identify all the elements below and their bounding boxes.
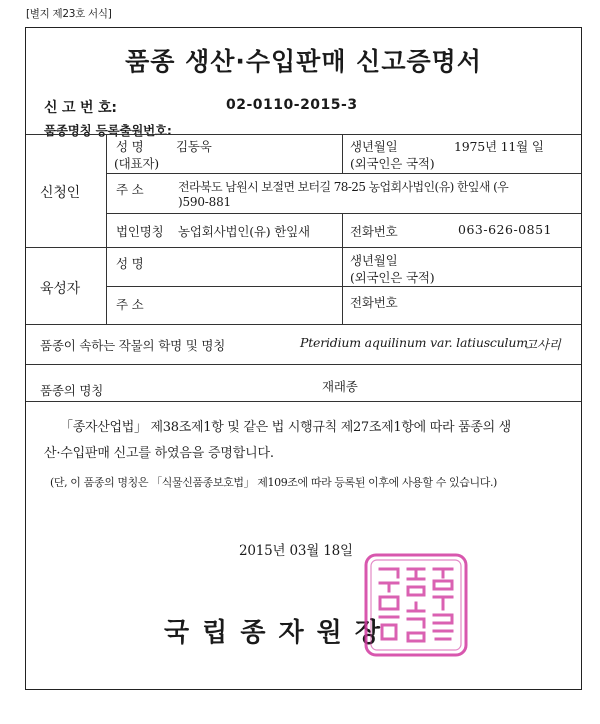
certificate-title: 품종 생산·수입판매 신고증명서 [125,47,482,76]
breeder-phone-label: 전화번호 [350,295,398,310]
row-divider [26,324,581,325]
breeder-section-label: 육성자 [40,281,80,297]
report-number-value: 02-0110-2015-3 [226,97,358,113]
row-divider [106,286,581,287]
crop-scientific-name: Pteridium aquilinum var. latiusculum [300,335,528,350]
applicant-corp-value: 농업회사법인(유) 한잎새 [178,224,310,239]
applicant-address-label: 주 소 [116,182,144,197]
applicant-name-label: 성 명 [116,139,144,154]
breeder-birth-sublabel: (외국인은 국적) [350,270,435,285]
crop-common-name: 고사리 [525,337,561,352]
form-number-label: [별지 제23호 서식] [26,8,112,20]
applicant-address-line2: )590-881 [178,195,231,209]
applicant-birth-label: 생년월일 [350,139,398,154]
applicant-phone-value: 063-626-0851 [458,222,552,237]
applicant-corp-label: 법인명칭 [116,224,164,239]
row-divider [26,401,581,402]
breeder-name-label: 성 명 [116,256,144,271]
breeder-birth-label: 생년월일 [350,253,398,268]
issuer-name: 국 립 종 자 원 장 [164,618,382,648]
variety-registration-label: 품종명칭 등록출원번호: [44,123,172,138]
statement-line1: 「종자산업법」 제38조제1항 및 같은 법 시행규칙 제27조제1항에 따라 품종의 생 [60,420,511,435]
issue-date: 2015년 03월 18일 [239,543,353,559]
certificate-frame [25,27,582,690]
applicant-birth-sublabel: (외국인은 국적) [350,156,435,171]
column-divider [342,213,343,247]
statement-line2: 산·수입판매 신고를 하였음을 증명합니다. [44,446,274,461]
applicant-section-label: 신청인 [40,185,80,201]
column-divider [106,134,107,324]
applicant-address-line1: 전라북도 남원시 보절면 보터길 78-25 농업회사법인(유) 한잎새 (우 [178,180,509,194]
report-number-label: 신 고 번 호: [44,100,117,116]
applicant-name-value: 김동욱 [176,139,212,154]
row-divider [106,173,581,174]
statement-note: (단, 이 품종의 명칭은 「식물신품종보호법」 제109조에 따라 등록된 이후에 사용할 수 있습니다.) [50,476,497,489]
row-divider [26,134,581,135]
row-divider [106,213,581,214]
column-divider [342,134,343,173]
column-divider [342,247,343,324]
official-seal-icon [364,553,468,657]
breeder-address-label: 주 소 [116,297,144,312]
applicant-birth-value: 1975년 11월 일 [454,139,544,154]
applicant-phone-label: 전화번호 [350,224,398,239]
variety-name-label: 품종의 명칭 [40,383,104,398]
crop-label: 품종이 속하는 작물의 학명 및 명칭 [40,338,226,353]
applicant-name-sublabel: (대표자) [114,156,159,171]
row-divider [26,247,581,248]
variety-name-value: 재래종 [322,379,358,394]
row-divider [26,364,581,365]
